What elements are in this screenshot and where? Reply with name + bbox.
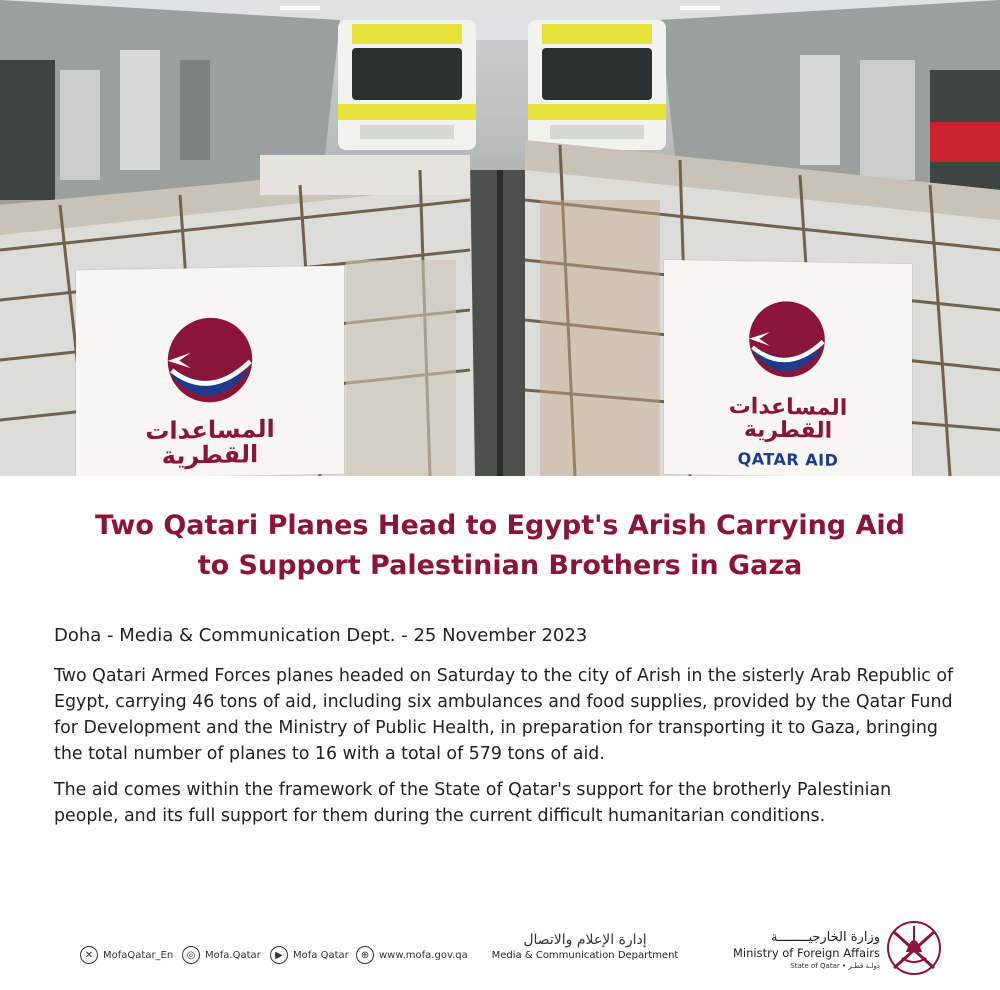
- headline-line1: Two Qatari Planes Head to Egypt's Arish Carrying Aid: [94, 510, 906, 541]
- sign-arabic-line1: المساعدات: [728, 393, 848, 422]
- cargo-hold-photo: [0, 0, 1000, 476]
- ministry-logo-text: [712, 930, 880, 970]
- sign-arabic-text: [664, 394, 912, 445]
- ministry-english: Ministry of Foreign Affairs: [732, 946, 880, 960]
- social-label: www.mofa.gov.qa: [379, 949, 468, 961]
- social-website[interactable]: [356, 946, 468, 964]
- x-icon: ✕: [80, 946, 98, 964]
- sign-arabic-text: [76, 416, 344, 471]
- ambulance-left: [338, 20, 476, 150]
- social-label: MofaQatar_En: [103, 949, 174, 961]
- paragraph-1: Two Qatari Armed Forces planes headed on Saturday to the city of Arish in the sisterly Arab Republic of Egypt, carrying 46 tons of aid, including six ambulances and food supplies, provided by the Qatar Fund for Development and the Ministry of Public Health, in preparation for transporting it to Gaza, bringing the total number of planes to 16 with a total of 579 tons of aid.: [54, 666, 954, 764]
- sign-arabic-line2: القطرية: [161, 440, 259, 471]
- ministry-arabic: وزارة الخارجيــــــــة: [771, 930, 880, 945]
- youtube-icon: ▶: [270, 946, 288, 964]
- social-label: Mofa.Qatar: [205, 949, 261, 961]
- qatar-aid-sign-left: [76, 266, 344, 476]
- qatar-aid-sign-right: [664, 260, 912, 476]
- social-label: Mofa Qatar: [293, 949, 349, 961]
- sign-arabic-line2: القطرية: [743, 417, 833, 444]
- article-body: [54, 663, 954, 839]
- ministry-sub: State of Qatar • دولـة قطـر: [790, 962, 880, 970]
- ambulance-right: [528, 20, 666, 150]
- sign-arabic-line1: المساعدات: [145, 414, 275, 446]
- instagram-icon: ◎: [182, 946, 200, 964]
- sign-latin-text: QATAR AID: [737, 449, 839, 470]
- media-department-logo: [490, 932, 680, 961]
- dept-english: Media & Communication Department: [491, 950, 679, 961]
- social-instagram[interactable]: [182, 946, 261, 964]
- paragraph-2: The aid comes within the framework of the State of Qatar's support for the brotherly Palestinian people, and its full support for them during the current difficult humanitarian conditions.: [54, 780, 892, 826]
- headline: [40, 506, 960, 586]
- social-youtube[interactable]: [270, 946, 349, 964]
- footer: [0, 910, 1000, 990]
- dateline: Doha - Media & Communication Dept. - 25 November 2023: [54, 625, 588, 646]
- dept-arabic: إدارة الإعلام والاتصال: [523, 932, 647, 948]
- qatar-aid-logo: [744, 297, 830, 385]
- headline-line2: to Support Palestinian Brothers in Gaza: [197, 550, 803, 581]
- qatar-aid-logo: [162, 313, 258, 411]
- qatar-emblem-icon: [884, 918, 944, 982]
- globe-icon: ⊕: [356, 946, 374, 964]
- social-x[interactable]: [80, 946, 173, 964]
